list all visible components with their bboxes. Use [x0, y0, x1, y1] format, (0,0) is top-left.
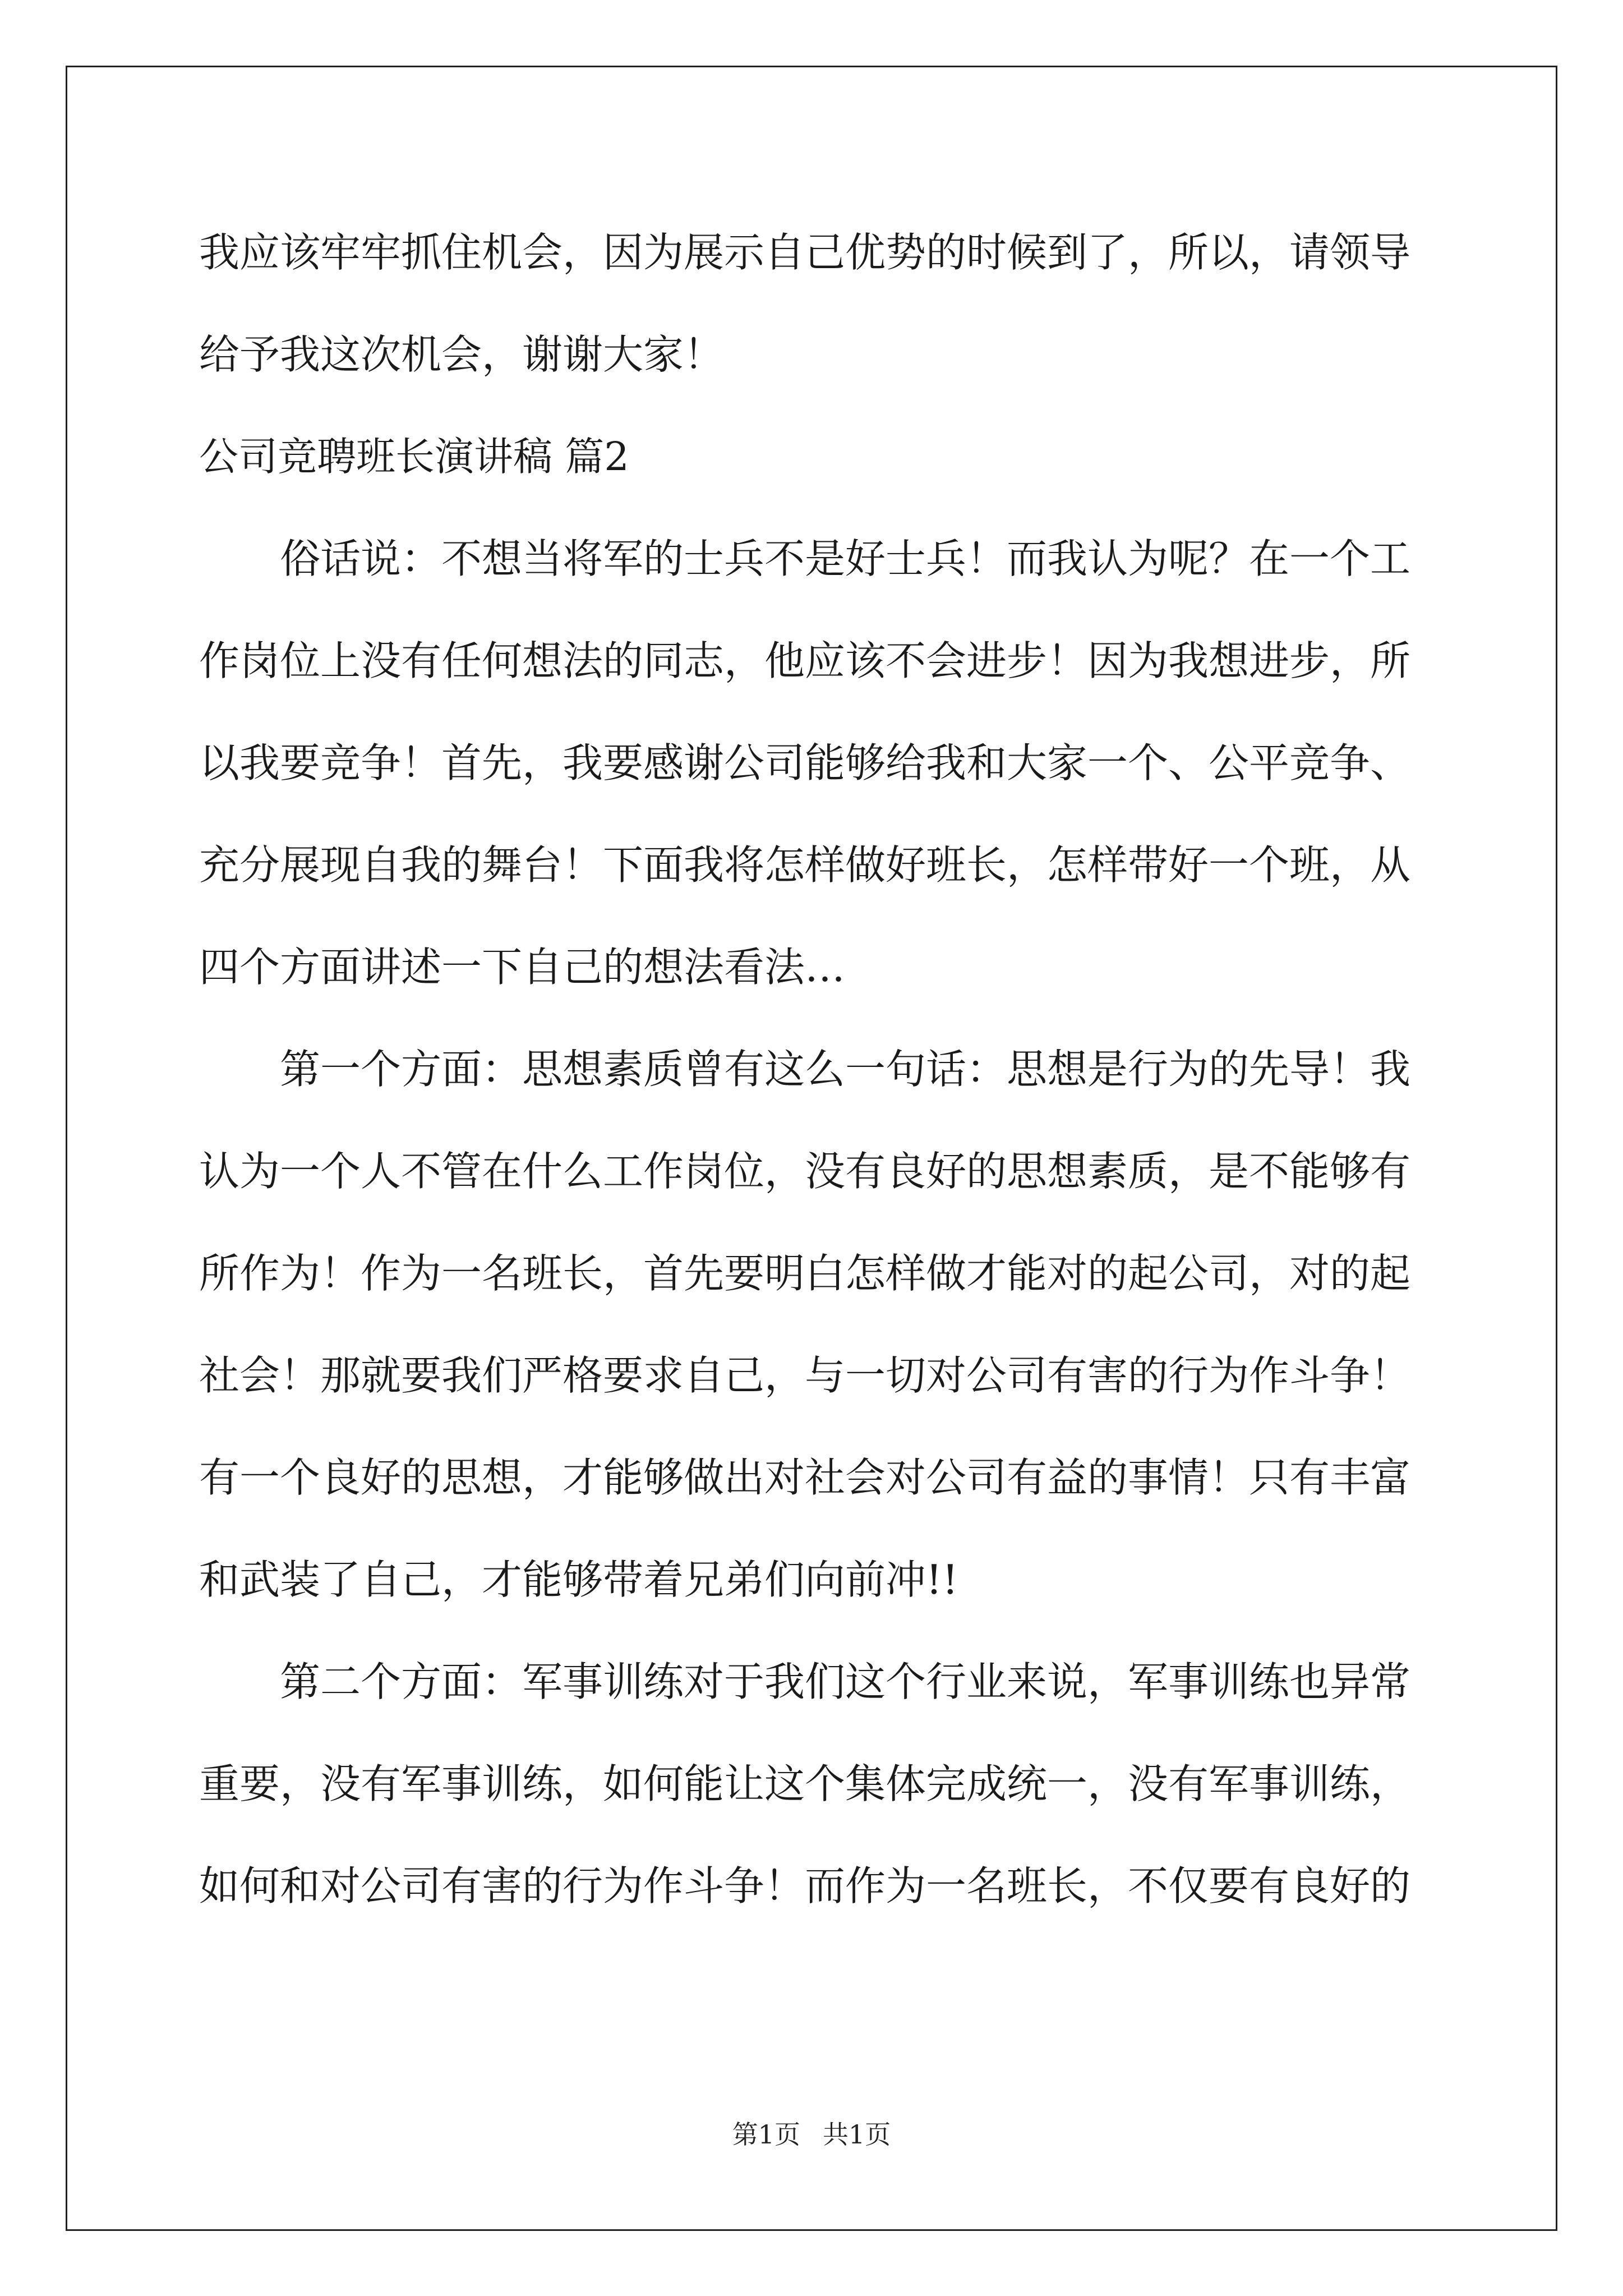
section-title: 公司竞聘班长演讲稿 篇2	[199, 434, 629, 480]
document-body	[199, 216, 1424, 1952]
text-line-4: 俗话说：不想当将军的士兵不是好士兵！而我认为呢？在一个工	[199, 535, 1411, 582]
text-line-14: 和武装了自己，才能够带着兄弟们向前冲!!	[199, 1556, 958, 1603]
text-line-1: 我应该牢牢抓住机会，因为展示自己优势的时候到了，所以，请领导	[199, 229, 1411, 276]
text-line-10: 认为一个人不管在什么工作岗位，没有良好的思想素质，是不能够有	[199, 1148, 1411, 1195]
text-line-12: 社会！那就要我们严格要求自己，与一切对公司有害的行为作斗争！	[199, 1352, 1411, 1399]
page-total: 共1页	[823, 2119, 891, 2150]
text-line-16: 重要，没有军事训练，如何能让这个集体完成统一，没有军事训练，	[199, 1760, 1411, 1807]
text-line-2: 给予我这次机会，谢谢大家！	[199, 331, 725, 378]
page-number: 第1页	[732, 2119, 800, 2150]
text-line-13: 有一个良好的思想，才能够做出对社会对公司有益的事情！只有丰富	[199, 1454, 1411, 1501]
text-line-9: 第一个方面：思想素质曾有这么一句话：思想是行为的先导！我	[199, 1046, 1411, 1093]
page-footer	[0, 2118, 1623, 2151]
text-line-11: 所作为！作为一名班长，首先要明白怎样做才能对的起公司，对的起	[199, 1250, 1411, 1297]
text-line-6: 以我要竞争！首先，我要感谢公司能够给我和大家一个、公平竞争、	[199, 739, 1411, 786]
text-line-7: 充分展现自我的舞台！下面我将怎样做好班长，怎样带好一个班，从	[199, 841, 1411, 889]
text-line-8: 四个方面讲述一下自己的想法看法…	[199, 944, 846, 991]
text-line-17: 如何和对公司有害的行为作斗争！而作为一名班长，不仅要有良好的	[199, 1862, 1411, 1910]
text-line-5: 作岗位上没有任何想法的同志，他应该不会进步！因为我想进步，所	[199, 637, 1411, 684]
text-line-15: 第二个方面：军事训练对于我们这个行业来说，军事训练也异常	[199, 1658, 1411, 1705]
